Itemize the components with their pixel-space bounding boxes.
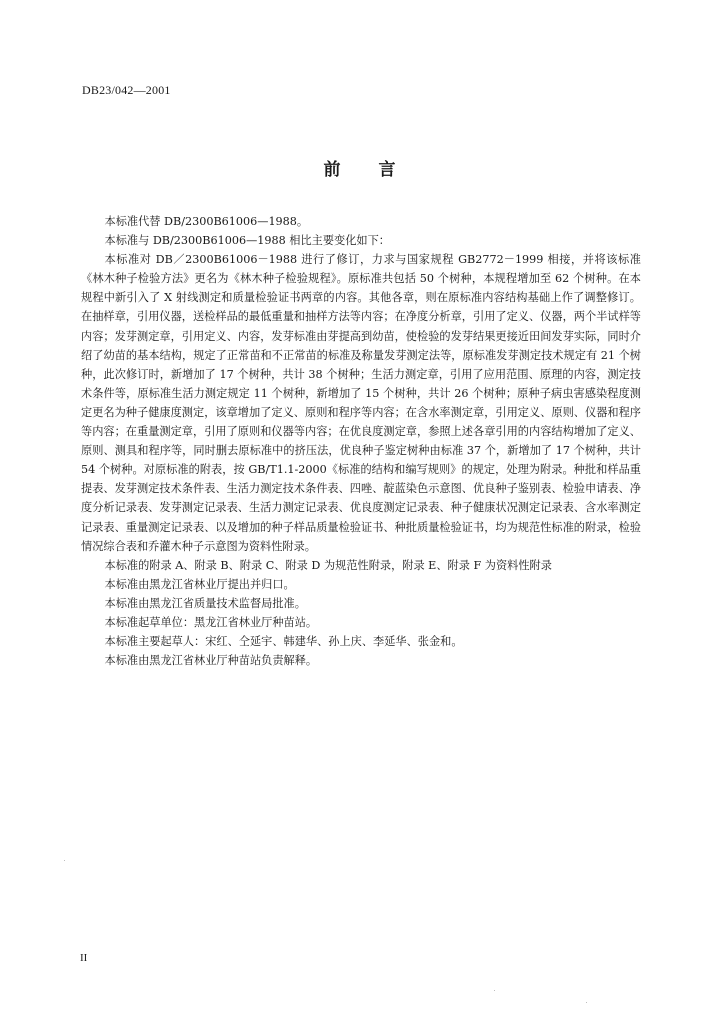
document-code: DB23/042—2001 [82,83,171,97]
paragraph-interpretation: 本标准由黑龙江省林业厅种苗站负责解释。 [104,654,318,668]
paragraph-revision-details: 本标准对 DB／2300B61006－1988 进行了修订，力求与国家规程 GB2772－1999 相接，并将该标准《林木种子检验方法》更名为《林木种子检验规程》。原标准共包括 50 个树种，本规程增加至 62 个树种。在本规程中新引入了 X 射线测定和质量检验证书两章的内容。其他各章，则在原标准内容结构基础上作了调整修订。在抽样章，引用仪器，送检样品的最低重量和抽样方法等内容；在净度分析章，引用了定义、仪器，两个半试样等内容；发芽测定章，引用定义、内容，发芽标准由芽提高到幼苗，使检验的发芽结果更接近田间发芽实际，同时介绍了幼苗的基本结构，规定了正常苗和不正常苗的标准及称量发芽测定法等，原标准发芽测定技术规定有 21 个树种，此次修订时，新增加了 17 个树种，共计 38 个树种；生活力测定章，引用了应用范围、原理的内容，测定技术条件等，原标准生活力测定规定 11 个树种，新增加了 15 个树种，共计 26 个树种；原种子病虫害感染程度测定更名为种子健康度测定，该章增加了定义、原则和程序等内容；在含水率测定章，引用定义、原则、仪器和程序等内容；在重量测定章，引用了原则和仪器等内容；在优良度测定章，参照上述各章引用的内容结构增加了定义、原则、测具和程序等，同时删去原标准中的挤压法，优良种子鉴定树种由标准 37 个，新增加了 17 个树种，共计 54 个树种。对原标准的附表，按 GB/T1.1-2000《标准的结构和编写规则》的规定，处理为附录。种批和样品重提表、发芽测定技术条件表、生活力测定技术条件表、四唑、靛蓝染色示意图、优良种子鉴别表、检验申请表、净度分析记录表、发芽测定记录表、生活力测定记录表、优良度测定记录表、种子健康状况测定记录表、含水率测定记录表、重量测定记录表、以及增加的种子样品质量检验证书、种批质量检验证书，均为规范性标准的附录，检验情况综合表和乔灌木种子示意图为资料性附录。 [81,253,641,553]
title-char-1: 前 [323,160,341,180]
scan-speck [64,860,65,861]
paragraph-proposed-by: 本标准由黑龙江省林业厅提出并归口。 [104,577,295,591]
paragraph-appendices: 本标准的附录 A、附录 B、附录 C、附录 D 为规范性附录，附录 E、附录 F 为资料性附录 [104,558,552,572]
scan-speck [494,990,495,991]
paragraph-changes-intro: 本标准与 DB/2300B61006—1988 相比主要变化如下： [104,234,390,248]
title-char-2: 言 [378,160,396,180]
preface-body [81,212,641,670]
paragraph-approved-by: 本标准由黑龙江省质量技术监督局批准。 [104,596,306,610]
paragraph-replaces: 本标准代替 DB/2300B61006—1988。 [104,215,309,228]
paragraph-drafters: 本标准主要起草人：宋红、仝延宇、韩建华、孙上庆、李延华、张金和。 [104,635,463,649]
page-number: II [80,952,88,964]
page-title [0,155,719,180]
paragraph-drafting-unit: 本标准起草单位：黑龙江省林业厅种苗站。 [104,615,318,629]
scan-speck [586,1002,587,1003]
